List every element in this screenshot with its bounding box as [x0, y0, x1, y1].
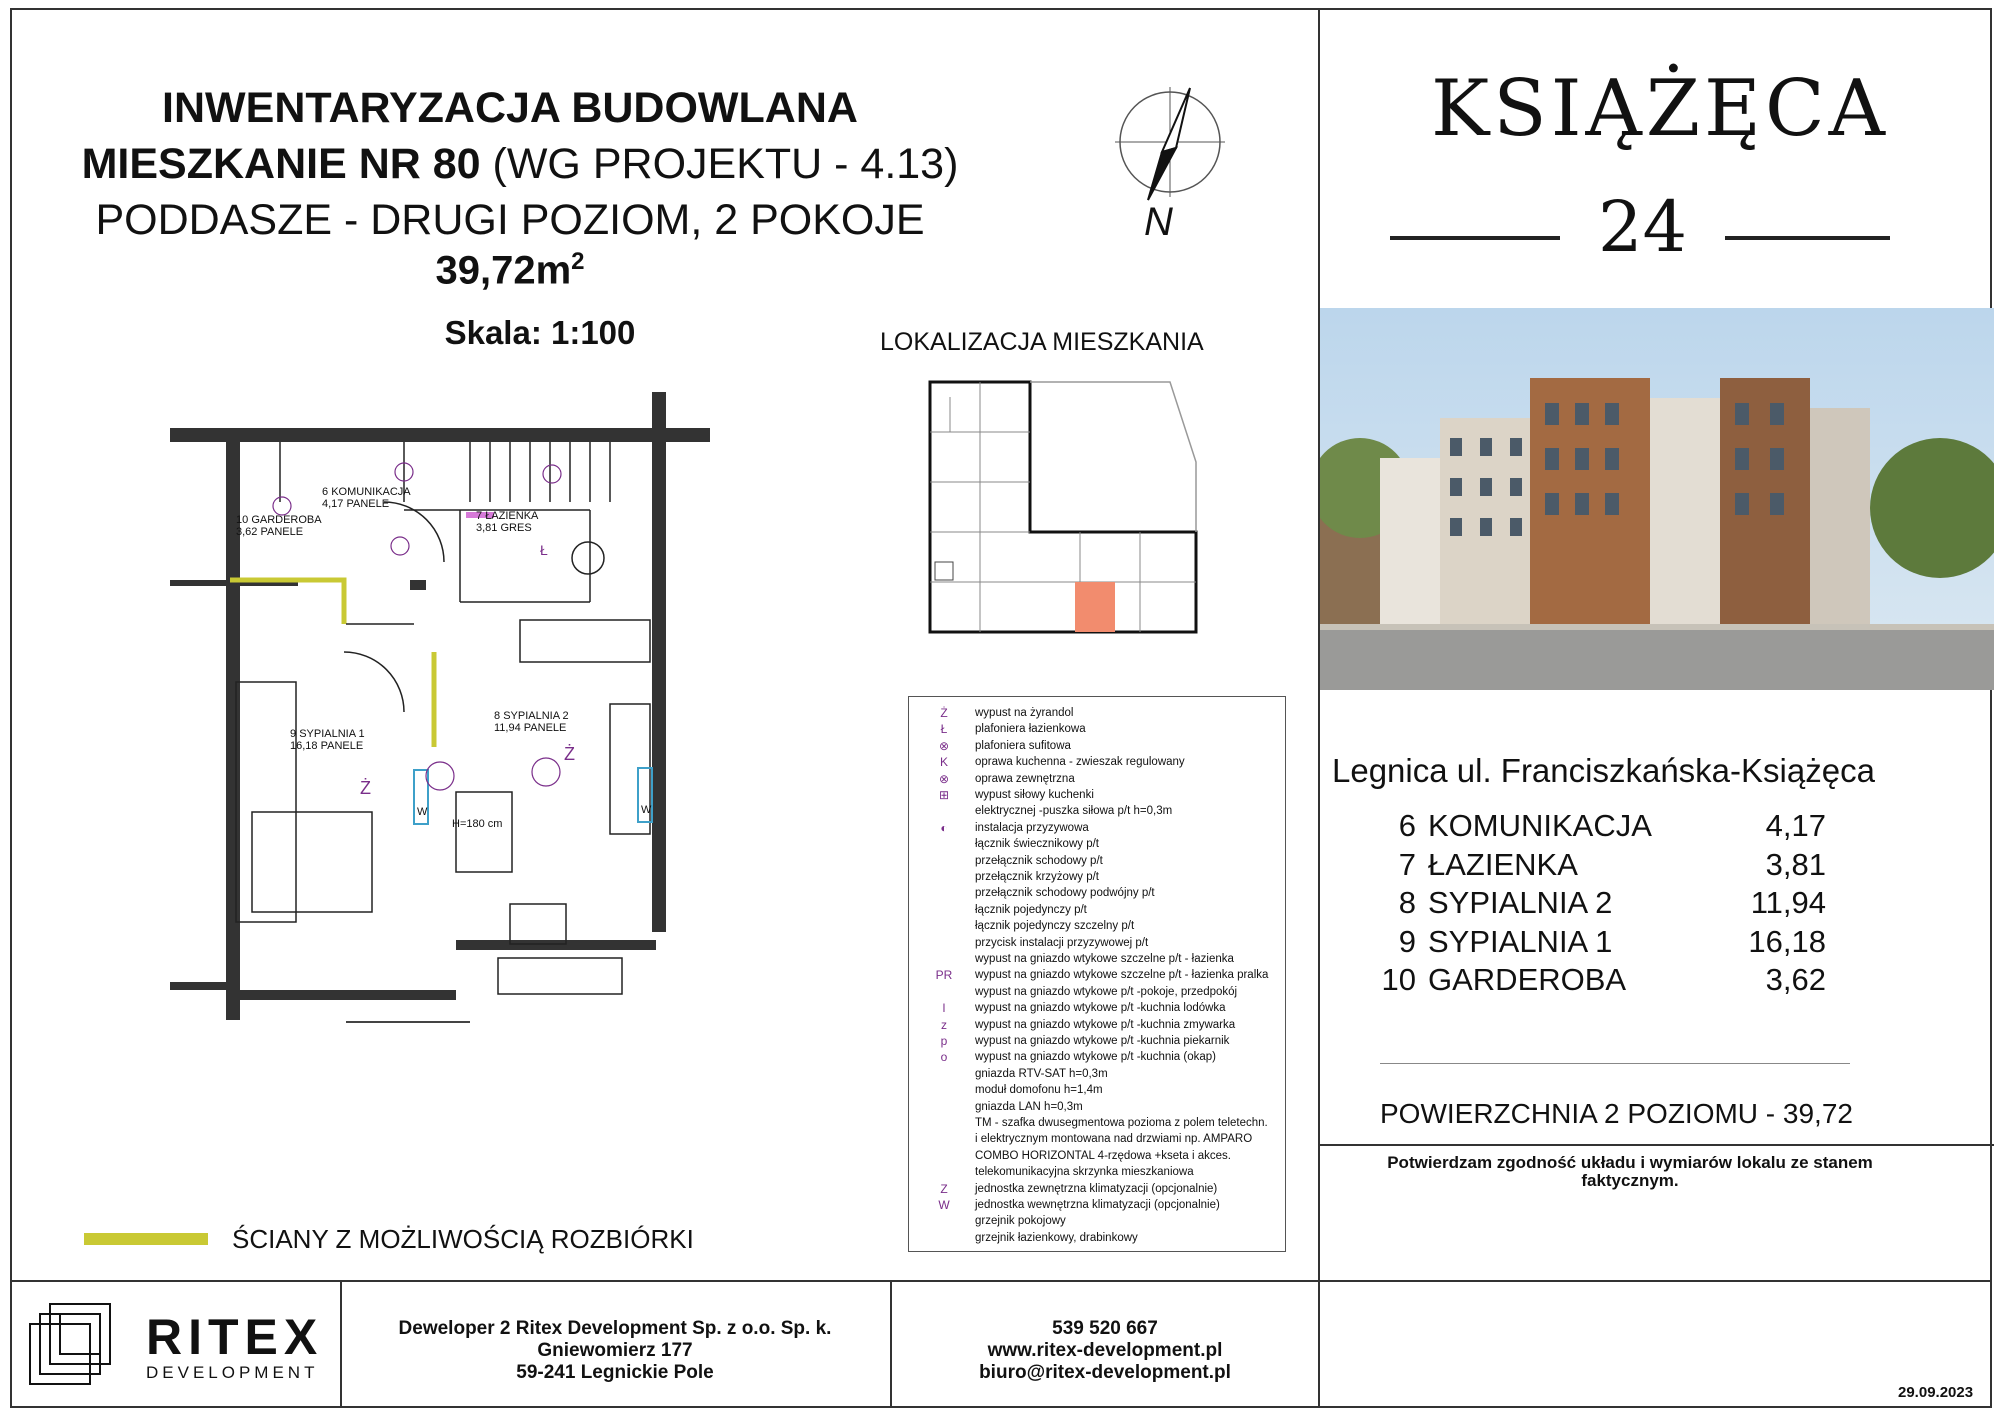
legend-symbol-icon: ⊗ — [938, 738, 950, 753]
demolition-swatch — [84, 1233, 208, 1245]
legend-symbol-icon: p — [940, 1034, 948, 1048]
legend-item: wypust siłowy kuchenki — [975, 789, 1094, 801]
table-rule — [1380, 1063, 1850, 1064]
room-num: 7 — [1398, 846, 1416, 882]
area-value: 39,72m — [435, 248, 572, 293]
room-name: KOMUNIKACJA — [1428, 808, 1652, 843]
legend-symbol-icon: o — [940, 1050, 948, 1065]
room-num: 8 — [494, 710, 501, 722]
scale-label: Skala: 1:100 — [444, 314, 636, 351]
room-num: 6 — [1398, 808, 1416, 843]
document-date: 29.09.2023 — [1898, 1384, 1974, 1401]
legend-item: plafoniera łazienkowa — [975, 723, 1086, 736]
divider-footer-2 — [890, 1280, 892, 1408]
room-name: SYPIALNIA 1 — [299, 728, 365, 740]
legend-item: grzejnik pokojowy — [975, 1215, 1066, 1228]
email-link[interactable]: biuro@ritex-development.pl — [979, 1362, 1231, 1383]
room-label-garderoba — [236, 514, 322, 538]
legend-item: jednostka wewnętrzna klimatyzacji (opcjonalnie) — [975, 1199, 1220, 1211]
legend-item: wypust na gniazdo wtykowe p/t -pokoje, przedpokój — [975, 985, 1238, 998]
room-row — [1376, 924, 1826, 962]
compass-label: N — [1144, 200, 1173, 244]
brand-name: KSIĄŻĘCA — [1431, 64, 1889, 154]
room-label-sypialnia-1 — [290, 728, 365, 752]
title-line2 — [20, 140, 1020, 189]
total-area: POWIERZCHNIA 2 POZIOMU - 39,72 — [1380, 1098, 1853, 1129]
room-row — [1376, 808, 1826, 846]
room-area: 3,62 — [1765, 962, 1826, 997]
demolition-walls — [230, 580, 434, 747]
chandelier-icon: Ż — [360, 778, 371, 798]
installation-legend — [908, 696, 1286, 1252]
divider-footer-1 — [340, 1280, 342, 1408]
room-name: GARDEROBA — [251, 514, 322, 526]
rooms-table — [1376, 808, 1826, 1008]
north-compass-icon — [1110, 82, 1230, 252]
bath-light-icon: Ł — [540, 542, 548, 558]
room-name: SYPIALNIA 2 — [1428, 885, 1613, 920]
legend-item: gniazda RTV-SAT h=0,3m — [975, 1067, 1108, 1080]
legend-item: wypust na gniazdo wtykowe szczelne p/t - łazienka — [975, 953, 1234, 965]
phone[interactable]: 539 520 667 — [1052, 1318, 1158, 1339]
room-area: 3,81 — [1765, 846, 1826, 882]
website-link[interactable]: www.ritex-development.pl — [987, 1340, 1223, 1361]
room-row — [1376, 962, 1826, 1000]
logo-name: RITEX — [146, 1309, 324, 1365]
legend-item: jednostka zewnętrzna klimatyzacji (opcjonalnie) — [975, 1182, 1218, 1195]
room-label-komunikacja — [322, 486, 411, 510]
title-line1: INWENTARYZACJA BUDOWLANA — [162, 84, 858, 132]
ac-unit-label: W — [417, 806, 428, 818]
legend-item: oprawa zewnętrzna — [975, 772, 1075, 785]
contact-info — [900, 1318, 1310, 1384]
legend-item: grzejnik łazienkowy, drabinkowy — [975, 1231, 1138, 1244]
building-rendering-image — [1320, 308, 1994, 690]
area-sup: 2 — [571, 248, 585, 275]
room-area: 11,94 — [494, 722, 521, 734]
room-name: SYPIALNIA 1 — [1428, 923, 1613, 959]
developer-line1: Deweloper 2 Ritex Development Sp. z o.o. Sp. k. — [398, 1318, 832, 1339]
area-heading — [20, 248, 1000, 293]
location-plan-diagram — [920, 372, 1210, 642]
legend-item: łącznik pojedynczy p/t — [975, 903, 1087, 916]
legend-item: i elektrycznym montowana nad drzwiami np. AMPARO — [975, 1133, 1253, 1146]
ritex-logo-icon — [20, 1298, 120, 1394]
legend-item: wypust na żyrandol — [975, 707, 1074, 719]
demolition-label: ŚCIANY Z MOŻLIWOŚCIĄ ROZBIÓRKI — [232, 1224, 694, 1254]
room-name: GARDEROBA — [1428, 962, 1627, 997]
room-area: 3,62 — [236, 526, 258, 538]
project-ref: (WG PROJEKTU - 4.13) — [492, 140, 959, 188]
room-finish: PANELE — [346, 498, 390, 510]
divider-footer — [10, 1280, 1992, 1282]
legend-item: COMBO HORIZONTAL 4-rzędowa +kseta i akces. — [975, 1149, 1231, 1162]
legend-item: instalacja przyzywowa — [975, 821, 1089, 834]
legend-symbol-icon: Ż — [940, 706, 948, 720]
ac-unit-label: W — [641, 804, 652, 816]
apartment-highlight — [1075, 582, 1115, 632]
room-finish: PANELE — [523, 722, 567, 734]
legend-symbol-icon: PR — [935, 968, 953, 983]
legend-symbol-icon: Z — [940, 1181, 948, 1196]
legend-item: łącznik pojedynczy szczelny p/t — [975, 920, 1135, 933]
room-area: 16,18 — [1748, 923, 1826, 959]
room-area: 4,17 — [322, 498, 344, 510]
legend-symbol-icon: z — [941, 1017, 947, 1032]
room-num: 10 — [1381, 962, 1416, 997]
height-note: H=180 cm — [452, 818, 503, 830]
chandelier-icon: Ż — [564, 744, 575, 764]
legend-item: przełącznik schodowy podwójny p/t — [975, 887, 1155, 900]
legend-item: TM - szafka dwusegmentowa pozioma z polem teletechn. — [975, 1117, 1268, 1129]
room-num: 8 — [1398, 885, 1416, 920]
legend-symbol-icon: l — [942, 1001, 946, 1016]
brand-number: 24 — [1597, 186, 1688, 268]
room-finish: PANELE — [260, 526, 304, 538]
legend-item: moduł domofonu h=1,4m — [975, 1084, 1103, 1097]
developer-info — [350, 1318, 880, 1384]
legend-item: wypust na gniazdo wtykowe p/t -kuchnia piekarnik — [975, 1035, 1230, 1047]
legend-symbol-icon: K — [939, 755, 948, 770]
legend-item: oprawa kuchenna - zwieszak regulowany — [975, 756, 1185, 769]
logo-sub: DEVELOPMENT — [146, 1363, 319, 1382]
room-name: SYPIALNIA 2 — [503, 710, 569, 722]
developer-line2: Gniewomierz 177 — [537, 1340, 693, 1361]
address: Legnica ul. Franciszkańska-Książęca — [1332, 752, 1875, 789]
room-finish: PANELE — [320, 740, 364, 752]
room-row — [1376, 847, 1826, 885]
legend-item: wypust na gniazdo wtykowe p/t -kuchnia zmywarka — [975, 1018, 1236, 1031]
legend-item: przycisk instalacji przyzywowej p/t — [975, 936, 1149, 949]
legend-symbol-icon: ⊞ — [938, 788, 950, 802]
room-area: 16,18 — [290, 740, 318, 752]
confirmation-text: Potwierdzam zgodność układu i wymiarów lokalu ze stanem faktycznym. — [1387, 1153, 1873, 1190]
legend-item: łącznik świecznikowy p/t — [975, 838, 1099, 851]
room-label-lazienka — [476, 510, 538, 534]
brand-rule-right — [1725, 236, 1890, 240]
brand-rule-left — [1390, 236, 1560, 240]
room-num: 7 — [476, 510, 483, 522]
legend-item: gniazda LAN h=0,3m — [975, 1100, 1083, 1113]
apartment-number: MIESZKANIE NR 80 — [81, 140, 481, 188]
floor-plan — [170, 392, 710, 1052]
room-num: 10 — [236, 514, 249, 526]
title-line3: PODDASZE - DRUGI POZIOM, 2 POKOJE — [95, 196, 925, 244]
developer-line3: 59-241 Legnickie Pole — [516, 1362, 714, 1383]
legend-item: wypust na gniazdo wtykowe szczelne p/t - łazienka pralka — [975, 969, 1269, 982]
legend-item: elektrycznej -puszka siłowa p/t h=0,3m — [975, 805, 1173, 818]
legend-item: wypust na gniazdo wtykowe p/t -kuchnia (okap) — [975, 1051, 1216, 1064]
room-row — [1376, 885, 1826, 923]
room-name: KOMUNIKACJA — [331, 486, 411, 498]
legend-item: plafoniera sufitowa — [975, 739, 1071, 752]
room-area: 3,81 — [476, 522, 498, 534]
legend-item: przełącznik schodowy p/t — [975, 854, 1103, 867]
room-area: 4,17 — [1765, 808, 1826, 843]
legend-item: telekomunikacyjna skrzynka mieszkaniowa — [975, 1166, 1194, 1179]
room-num: 6 — [322, 486, 329, 498]
location-plan-title: LOKALIZACJA MIESZKANIA — [880, 328, 1204, 356]
legend-symbol-icon: Ł — [940, 722, 948, 737]
room-area: 11,94 — [1750, 885, 1826, 920]
legend-symbol-icon: W — [938, 1198, 950, 1212]
legend-item: przełącznik krzyżowy p/t — [975, 871, 1099, 883]
legend-symbol-icon: ◐ — [940, 820, 948, 835]
divider-confirmation — [1320, 1144, 1994, 1146]
room-num: 9 — [1398, 923, 1416, 959]
legend-symbol-icon: ⊗ — [938, 771, 950, 786]
legend-item: wypust na gniazdo wtykowe p/t -kuchnia lodówka — [975, 1002, 1226, 1015]
room-name: ŁAZIENKA — [485, 510, 539, 522]
room-name: ŁAZIENKA — [1428, 846, 1578, 882]
divider-vertical-main — [1318, 8, 1320, 1408]
room-num: 9 — [290, 728, 297, 740]
room-finish: GRES — [500, 522, 532, 534]
room-label-sypialnia-2 — [494, 710, 569, 734]
